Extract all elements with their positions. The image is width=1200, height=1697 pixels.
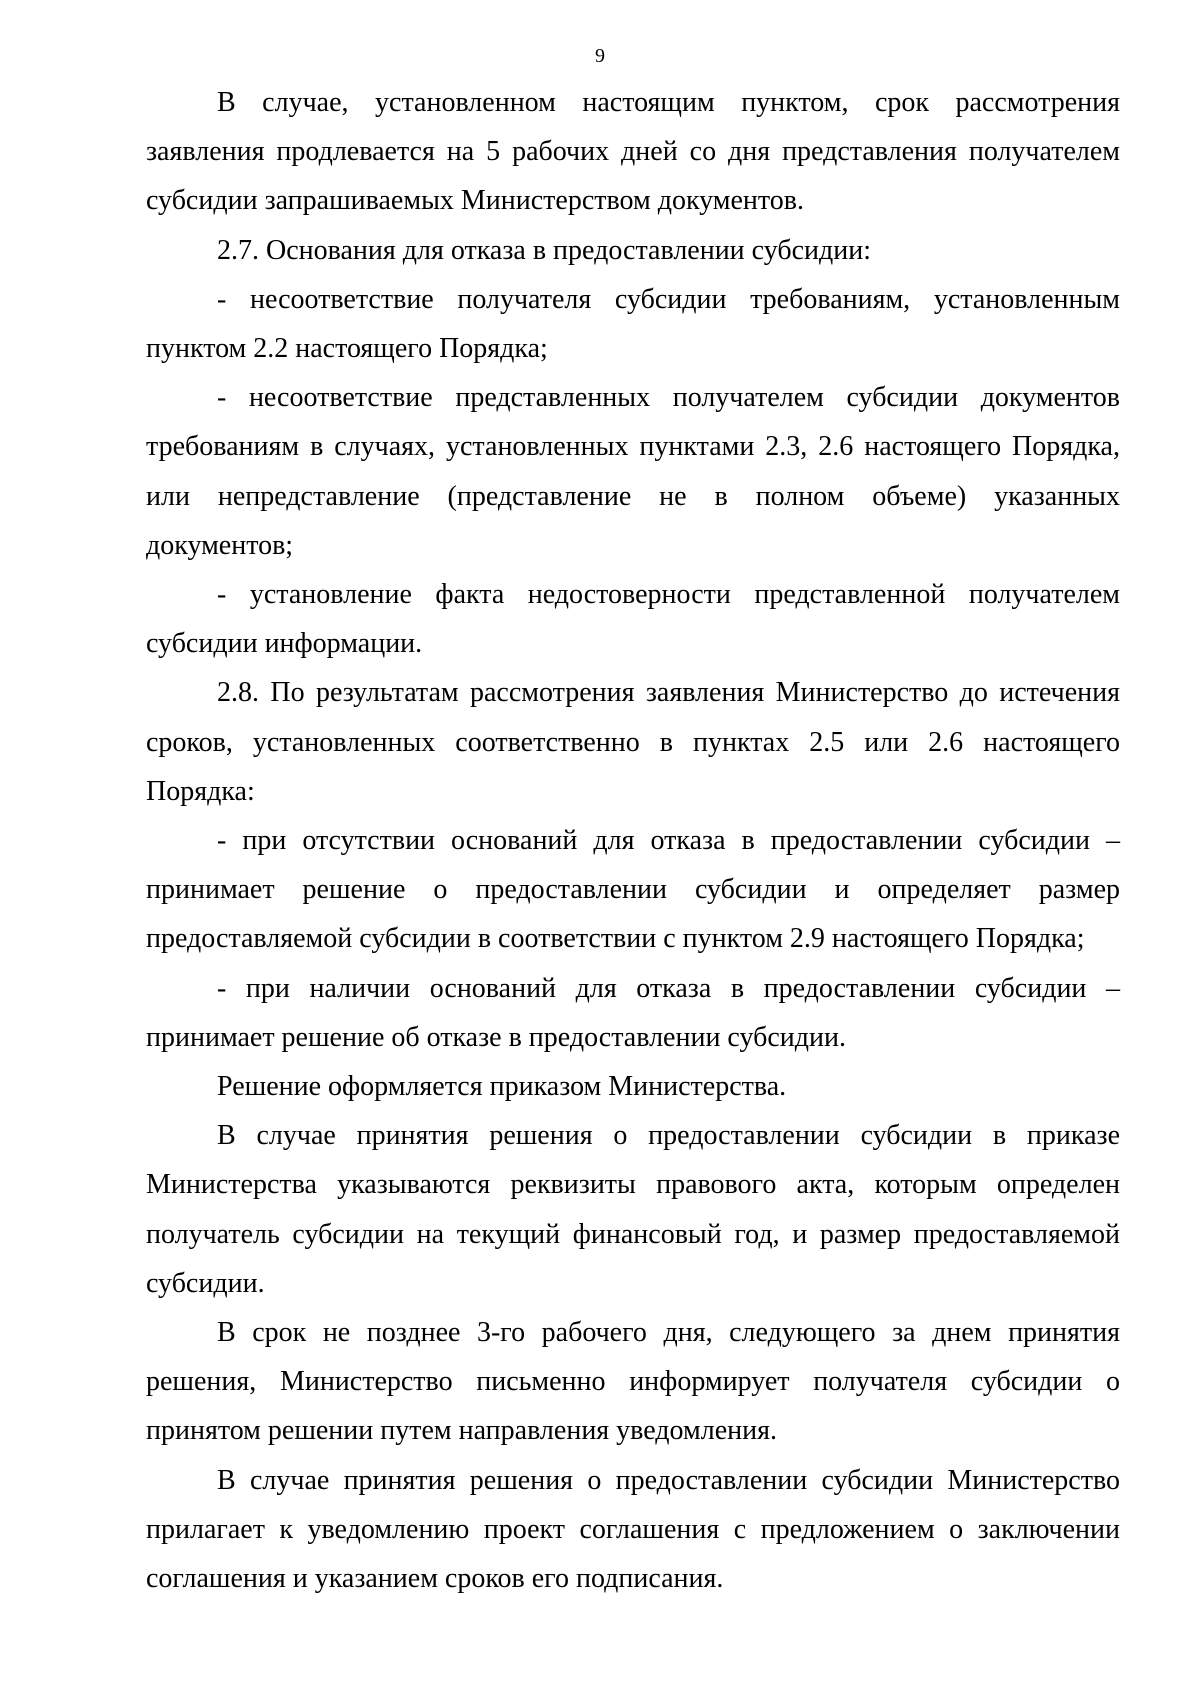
paragraph-agreement-draft: В случае принятия решения о предоставлении субсидии Министерство прилагает к уведомлению проект соглашения с предложением о заключении соглашения и указанием сроков его подписания. [146, 1464, 1120, 1595]
paragraph-notification: В срок не позднее 3-го рабочего дня, следующего за днем принятия решения, Министерство письменно информирует получателя субсидии о принятом решении путем направления уведомления. [146, 1317, 1120, 1447]
paragraph-refusal-ground-1: - несоответствие получателя субсидии требованиям, установленным пунктом 2.2 настоящего Порядка; [146, 283, 1120, 365]
paragraph-decision-grant: - при отсутствии оснований для отказа в предоставлении субсидии – принимает решение о предоставлении субсидии и определяет размер предоставляемой субсидии в соответствии с пунктом 2.9 настоящего Порядка; [146, 825, 1120, 955]
paragraph-2-7-heading: 2.7. Основания для отказа в предоставлении субсидии: [217, 234, 872, 266]
paragraph-decision-order: Решение оформляется приказом Министерства. [217, 1071, 787, 1103]
paragraph-decision-refusal: - при наличии оснований для отказа в предоставлении субсидии – принимает решение об отказе в предоставлении субсидии. [146, 972, 1120, 1053]
paragraph-review-extension: В случае, установленном настоящим пунктом, срок рассмотрения заявления продлевается на 5 рабочих дней со дня представления получателем субсидии запрашиваемых Министерством документов. [146, 87, 1120, 217]
page-number: 9 [595, 45, 605, 67]
paragraph-2-8-heading: 2.8. По результатам рассмотрения заявления Министерство до истечения сроков, установленных соответственно в пунктах 2.5 или 2.6 настоящего Порядка: [146, 677, 1120, 807]
paragraph-refusal-ground-2: - несоответствие представленных получателем субсидии документов требованиям в случаях, установленных пунктами 2.3, 2.6 настоящего Порядка, или непредставление (представление не в полном объеме) указанных документов; [146, 382, 1120, 561]
document-body [146, 78, 1120, 1603]
paragraph-refusal-ground-3: - установление факта недостоверности представленной получателем субсидии информации. [146, 579, 1120, 660]
paragraph-order-details: В случае принятия решения о предоставлении субсидии в приказе Министерства указываются реквизиты правового акта, которым определен получатель субсидии на текущий финансовый год, и размер предоставляемой субсидии. [146, 1120, 1120, 1299]
